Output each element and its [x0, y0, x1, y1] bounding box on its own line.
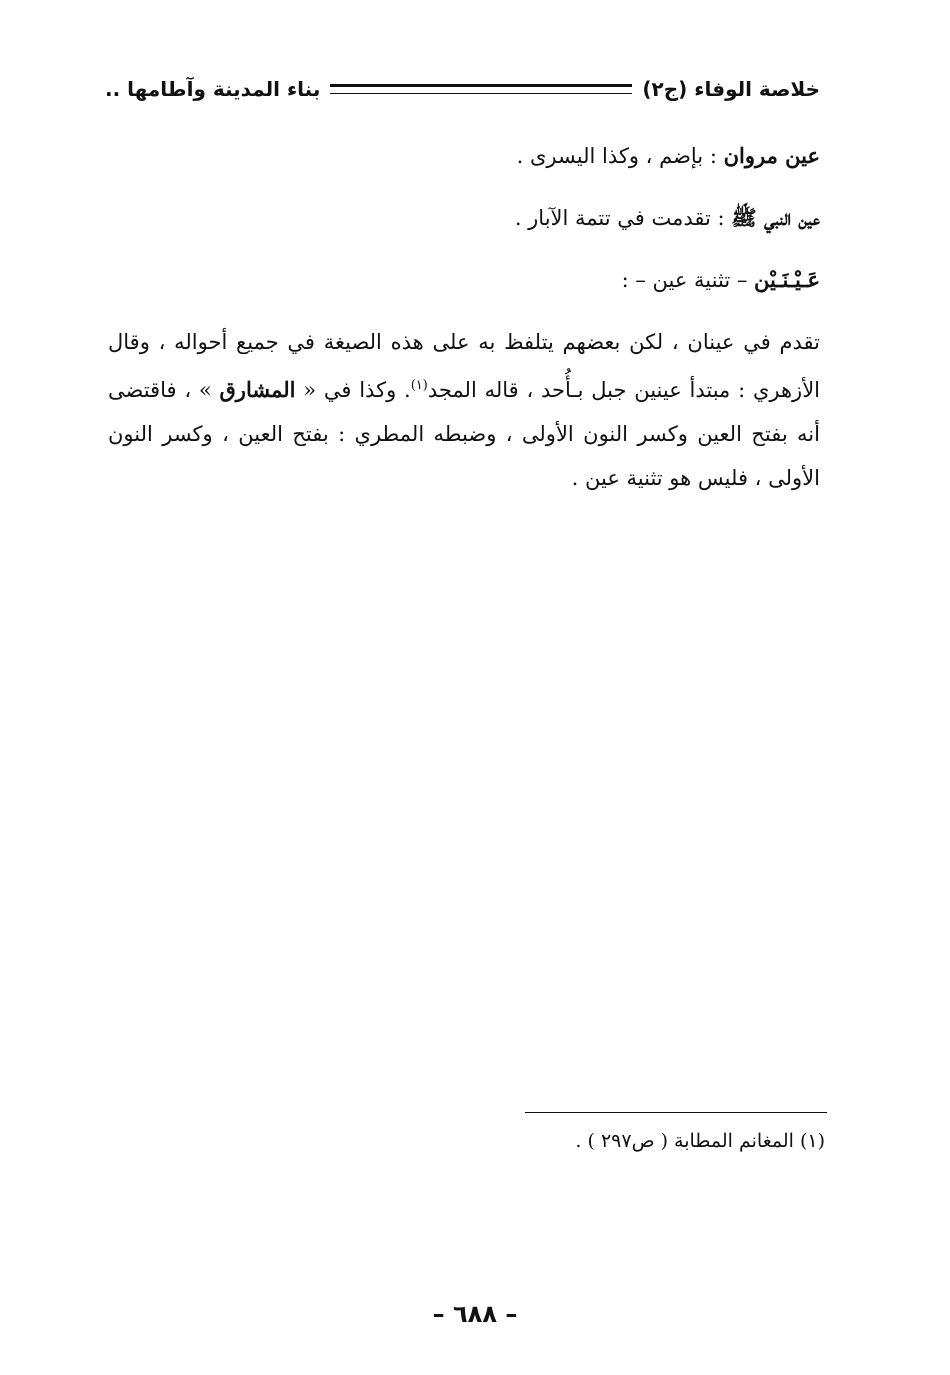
- running-header: [105, 72, 820, 106]
- entry: [108, 202, 820, 234]
- book-title: خلاصة الوفاء (ج٢): [642, 77, 820, 101]
- entry-term: عين مروان: [723, 143, 820, 168]
- entry-term: عَـيْـنَـيْن: [754, 267, 820, 292]
- body-paragraph: [108, 320, 820, 500]
- page-number: – ٦٨٨ –: [432, 1300, 518, 1328]
- paragraph-text: » ، فاقتضى أنه بفتح العين وكسر النون الأولى ، وضبطه المطري : بفتح العين ، وكسر النون الأولى ، فليس هو تثنية عين .: [108, 378, 820, 490]
- paragraph-text: . وكذا في «: [295, 378, 411, 402]
- footnote: (١) المغانم المطابة ( ص٢٩٧ ) .: [575, 1130, 825, 1152]
- chapter-title: بناء المدينة وآطامها ..: [105, 77, 321, 101]
- paragraph-text: تقدم في عينان ، لكن بعضهم يتلفظ به على هذه الصيغة في جميع أحواله ، وقال الأزهري : مبتدأ عينين جبل بـأُحد ، قاله المجد: [108, 330, 821, 402]
- entry: [108, 140, 820, 172]
- entry-text: : بإضم ، وكذا اليسرى .: [516, 144, 724, 168]
- footnote-rule: [525, 1112, 827, 1113]
- entry-text: – تثنية عين – :: [621, 268, 755, 292]
- entry-term: عين النبي ﷺ: [731, 205, 820, 230]
- footnote-reference: (١): [410, 378, 428, 393]
- entry-text: : تقدمت في تتمة الآبار .: [514, 206, 732, 230]
- page-body: [108, 140, 820, 500]
- entry: [108, 264, 820, 296]
- header-rule: [330, 84, 632, 94]
- paragraph-bold-term: المشارق: [219, 377, 296, 402]
